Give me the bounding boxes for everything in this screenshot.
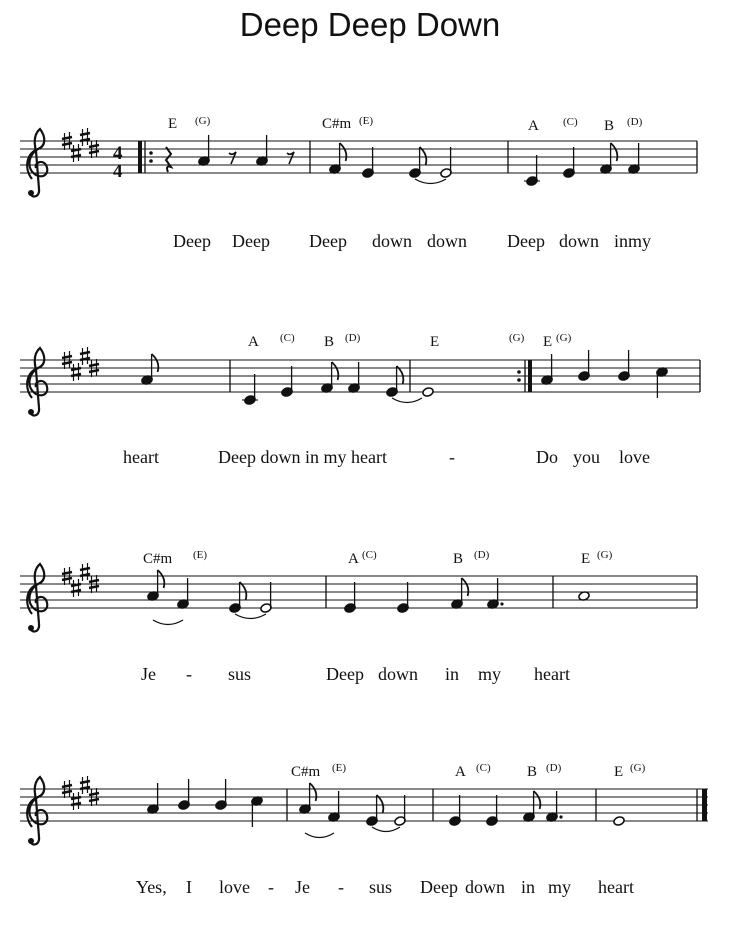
chord-alt: (G) (509, 332, 525, 344)
chord-name: B (527, 764, 538, 780)
repeat-dot (149, 159, 153, 163)
sharp-icon (71, 363, 81, 381)
sharp-icon (71, 144, 81, 162)
lyric-syllable: sus (369, 877, 393, 897)
note-head (422, 387, 434, 398)
lyric-syllable: down (378, 664, 418, 684)
lyric-syllable: Je (295, 877, 310, 897)
sharp-icon (80, 563, 90, 581)
note-flag (152, 354, 159, 372)
note-flag (534, 791, 541, 809)
lyric-syllable: Do (536, 447, 558, 467)
lyric-syllable: - (186, 664, 192, 684)
note-flag (397, 366, 404, 384)
lyric-syllable: I (186, 877, 192, 897)
chord-alt: (C) (362, 549, 377, 561)
chord-name: B (604, 118, 615, 134)
chord-alt: (E) (193, 549, 208, 561)
chord-name: E (614, 764, 624, 780)
eighth-rest-icon (287, 152, 294, 164)
repeat-dot (517, 370, 521, 374)
repeat-dot (149, 151, 153, 155)
treble-clef-icon (27, 129, 47, 196)
repeat-bar (528, 360, 532, 392)
eighth-rest-icon (229, 152, 236, 164)
chord-name: E (168, 116, 178, 132)
chord-alt: (G) (195, 115, 211, 127)
chord-alt: (C) (476, 762, 491, 774)
note-flag (377, 795, 384, 813)
chord-alt: (E) (359, 115, 374, 127)
note-flag (332, 362, 339, 380)
chord-name: C#m (143, 551, 173, 567)
final-bar (702, 789, 707, 821)
lyric-syllable: heart (598, 877, 634, 897)
lyric-syllable: sus (228, 664, 252, 684)
lyric-syllable: love (219, 877, 250, 897)
lyric-syllable: Je (141, 664, 156, 684)
chord-name: A (455, 764, 466, 780)
lyric-syllable: heart (123, 447, 159, 467)
staff-system-4 (20, 776, 708, 844)
tie (305, 833, 334, 838)
note-flag (340, 143, 347, 161)
tie (235, 614, 266, 619)
chord-alt: (E) (332, 762, 347, 774)
tie (392, 398, 422, 403)
lyric-syllable: - (268, 877, 274, 897)
note-flag (462, 578, 469, 596)
sharp-icon (80, 776, 90, 794)
chord-name: B (324, 334, 335, 350)
lyric-syllable: down (559, 231, 599, 251)
chord-name: B (453, 551, 464, 567)
note-dot (500, 602, 503, 605)
chord-name: A (248, 334, 259, 350)
treble-clef-icon (27, 564, 47, 631)
lyric-syllable: down (427, 231, 467, 251)
tie (372, 827, 400, 832)
sharp-icon (71, 579, 81, 597)
note-flag (310, 783, 317, 801)
treble-clef-icon (27, 348, 47, 415)
lyric-syllable: in (521, 877, 536, 897)
repeat-dot (517, 378, 521, 382)
chord-name: E (543, 334, 553, 350)
note-flag (420, 147, 427, 165)
chord-alt: (C) (280, 332, 295, 344)
lyric-syllable: my (548, 877, 572, 897)
song-title: Deep Deep Down (239, 6, 501, 43)
note-flag (240, 582, 247, 600)
lyric-syllable: Deep (326, 664, 364, 684)
chord-alt: (D) (474, 549, 490, 561)
lyric-syllable: you (573, 447, 600, 467)
lyric-syllable: Deep (507, 231, 545, 251)
sharp-icon (80, 347, 90, 365)
lyric-syllable: inmy (614, 231, 652, 251)
lyric-syllable: down (465, 877, 505, 897)
lyric-syllable: my (478, 664, 502, 684)
lyric-syllable: heart (534, 664, 570, 684)
chord-name: C#m (322, 116, 352, 132)
chord-name: E (581, 551, 591, 567)
chord-name: E (430, 334, 440, 350)
staff-system-3 (20, 563, 697, 631)
sharp-icon (71, 792, 81, 810)
lyric-syllable: down (372, 231, 412, 251)
note-head (613, 816, 625, 827)
lyric-syllable: - (449, 447, 455, 467)
lyric-syllable: Deep (420, 877, 458, 897)
chord-name: A (348, 551, 359, 567)
note-dot (559, 815, 562, 818)
chord-alt: (C) (563, 116, 578, 128)
lyric-syllable: Deep down in my heart (218, 447, 387, 467)
chord-alt: (G) (630, 762, 646, 774)
lyric-syllable: love (619, 447, 650, 467)
chord-name: C#m (291, 764, 321, 780)
repeat-bar (138, 141, 142, 173)
staff-system-2 (20, 347, 700, 415)
lyric-syllable: - (338, 877, 344, 897)
lyric-syllable: Deep (309, 231, 347, 251)
lyric-syllable: Yes, (136, 877, 167, 897)
chord-alt: (G) (597, 549, 613, 561)
note-flag (611, 143, 618, 161)
chord-name: A (528, 118, 539, 134)
lyric-syllable: in (445, 664, 460, 684)
chord-alt: (D) (345, 332, 361, 344)
quarter-rest-icon (166, 147, 171, 172)
chord-alt: (G) (556, 332, 572, 344)
sharp-icon (80, 128, 90, 146)
time-signature-top: 4 (113, 143, 123, 164)
tie (153, 620, 183, 625)
time-signature-bottom: 4 (113, 161, 123, 182)
tie (415, 179, 446, 184)
lyric-syllable: Deep (232, 231, 270, 251)
note-flag (158, 570, 165, 588)
chord-alt: (D) (627, 116, 643, 128)
chord-alt: (D) (546, 762, 562, 774)
treble-clef-icon (27, 777, 47, 844)
lyric-syllable: Deep (173, 231, 211, 251)
